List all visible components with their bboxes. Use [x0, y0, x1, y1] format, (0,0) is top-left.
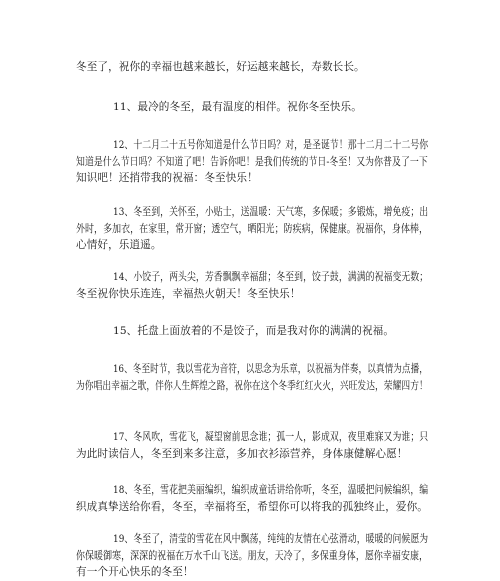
paragraph-line: 为你唱出幸福之歌，伴你人生辉煌之路，祝你在这个冬季红红火火，兴旺发达，荣耀四方！	[76, 379, 428, 392]
paragraph-line: 织成真挚送给你看，冬至，幸福将至，希望你可以将我的孤独终止，爱你。	[76, 500, 428, 513]
paragraph-line: 13、冬至到，关怀至，小贴士，送温暖：天气寒，多保暖；多锻炼，增免疫；出	[113, 206, 429, 218]
paragraph-line: 11、最冷的冬至，最有温度的相伴。祝你冬至快乐。	[113, 101, 362, 113]
paragraph-19	[76, 531, 428, 581]
paragraph-10-tail	[76, 59, 428, 76]
paragraph-line: 有一个开心快乐的冬至！	[76, 566, 194, 578]
paragraph-15	[76, 323, 428, 340]
paragraph-line: 冬至了，祝你的幸福也越来越长，好运越来越长，寿数长长。	[76, 61, 365, 73]
paragraph-line: 外时，多加衣，在家里，常开窗；透空气，晒阳光；防疾病，保健康。祝福你，身体棒，	[76, 222, 429, 235]
paragraph-11	[76, 99, 428, 116]
paragraph-12	[76, 137, 428, 187]
paragraph-16	[76, 361, 428, 394]
paragraph-line: 19、冬至了，清莹的雪花在风中飘荡，纯纯的友情在心弦滑动，暖暖的问候愿为	[113, 533, 429, 545]
paragraph-line: 17、冬风吹，雪花飞，凝望窗前思念谁；孤一人，影成双，夜里难寐又为谁；只	[113, 431, 429, 443]
paragraph-line: 冬至祝你快乐连连，幸福热火朝天！冬至快乐！	[76, 287, 301, 300]
paragraph-line: 知识吧！还捎带我的祝福：冬至快乐！	[76, 172, 258, 184]
paragraph-17	[76, 429, 428, 462]
paragraph-line: 16、冬至时节，我以雪花为音符，以思念为乐章，以祝福为伴奏，以真情为点播，	[113, 363, 428, 375]
paragraph-13	[76, 204, 428, 254]
paragraph-line: 你保暖御寒，深深的祝福在万水千山飞送。朋友，天冷了，多保重身体，愿你幸福安康，	[76, 549, 429, 562]
paragraph-line: 心情好，乐逍遥。	[76, 239, 162, 251]
paragraph-line: 为此时读信人，冬至到来多注意，多加衣衫添营养，身体康健解心愿！	[76, 447, 408, 460]
paragraph-line: 12、十二月二十五号你知道是什么节日吗？对，是圣诞节！那十二月二十二号你	[113, 139, 429, 151]
paragraph-line: 知道是什么节日吗？不知道了吧！告诉你吧！是我们传统的节日-冬至！又为你普及了一下	[76, 155, 428, 168]
paragraph-14	[76, 269, 428, 302]
paragraph-line: 18、冬至，雪花把美丽编织，编织成童话讲给你听，冬至，温暖把问候编织，编	[113, 484, 429, 496]
paragraph-line: 14、小饺子，两头尖，芳香飘飘幸福甜；冬至到，饺子鼓，满满的祝福变无数；	[113, 271, 429, 283]
paragraph-line: 15、托盘上面放着的不是饺子，而是我对你的满满的祝福。	[113, 325, 395, 337]
paragraph-18	[76, 482, 428, 515]
